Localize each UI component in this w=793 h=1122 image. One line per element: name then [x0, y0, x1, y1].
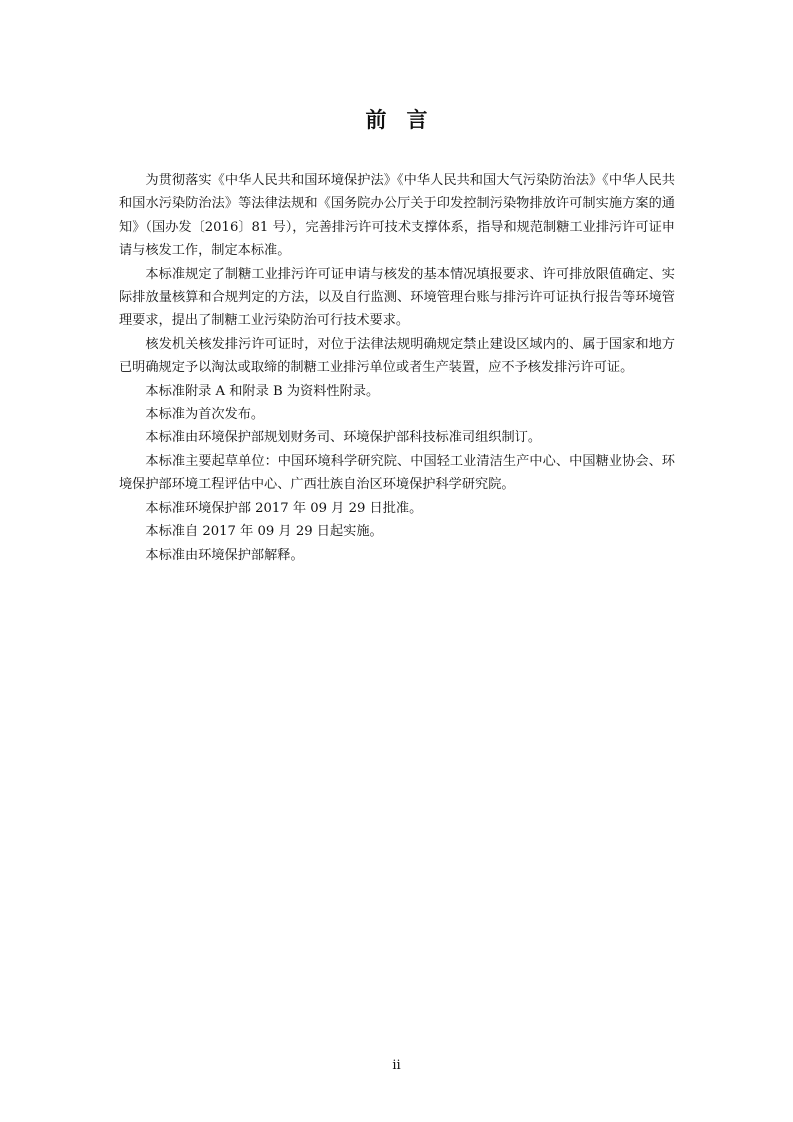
paragraph-scope: 本标准规定了制糖工业排污许可证申请与核发的基本情况填报要求、许可排放限值确定、实际排放量核算和合规判定的方法，以及自行监测、环境管理台账与排污许可证执行报告等环境管理要求，提出了制糖工业污染防治可行技术要求。 [119, 266, 675, 329]
paragraph-effective-date: 本标准自 2017 年 09 月 29 日起实施。 [145, 524, 383, 540]
paragraph-organizer: 本标准由环境保护部规划财务司、环境保护部科技标准司组织制订。 [145, 430, 542, 446]
paragraph-drafting-units: 本标准主要起草单位：中国环境科学研究院、中国轻工业清洁生产中心、中国糖业协会、环境保护部环境工程评估中心、广西壮族自治区环境保护科学研究院。 [119, 453, 675, 493]
paragraph-appendices: 本标准附录 A 和附录 B 为资料性附录。 [145, 383, 380, 399]
paragraph-approval-date: 本标准环境保护部 2017 年 09 月 29 日批准。 [145, 500, 423, 516]
foreword-body [119, 169, 675, 567]
paragraph-interpretation: 本标准由环境保护部解释。 [145, 547, 304, 563]
paragraph-issuance-restriction: 核发机关核发排污许可证时，对位于法律法规明确规定禁止建设区域内的、属于国家和地方已明确规定予以淘汰或取缔的制糖工业排污单位或者生产装置，应不予核发排污许可证。 [119, 336, 675, 376]
paragraph-purpose: 为贯彻落实《中华人民共和国环境保护法》《中华人民共和国大气污染防治法》《中华人民共和国水污染防治法》等法律法规和《国务院办公厅关于印发控制污染物排放许可制实施方案的通知》（国办发〔2016〕81 号），完善排污许可技术支撑体系，指导和规范制糖工业排污许可证申请与核发工作，制定本标准。 [119, 173, 675, 259]
paragraph-first-release: 本标准为首次发布。 [145, 407, 265, 423]
page-title: 前言 [365, 108, 448, 132]
page-number: ii [392, 1058, 401, 1073]
